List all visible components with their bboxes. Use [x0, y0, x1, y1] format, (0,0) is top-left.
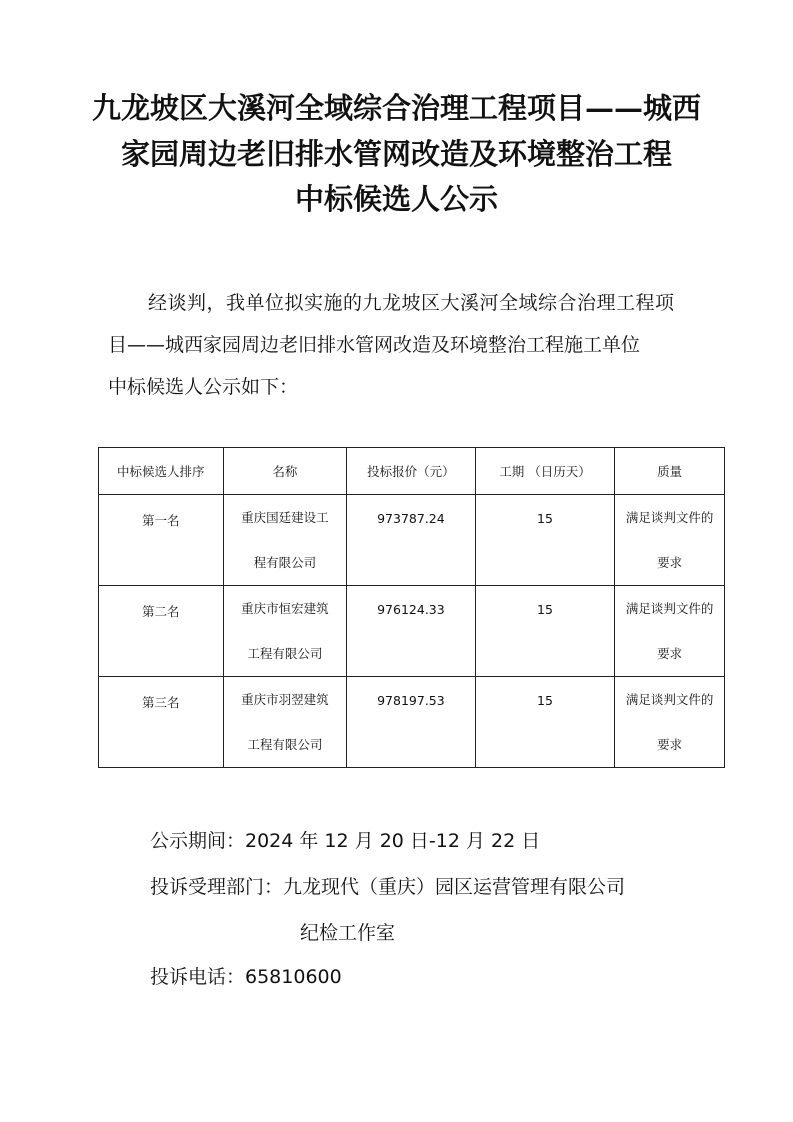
- publicity-period: 公示期间：2024 年 12 月 20 日-12 月 22 日: [150, 830, 541, 852]
- cell-price: 978197.53: [347, 677, 476, 768]
- cell-price: 976124.33: [347, 586, 476, 677]
- table-header-row: [99, 448, 725, 495]
- cell-name-line2: 工程有限公司: [247, 737, 323, 752]
- cell-name-line1: 重庆市恒宏建筑: [241, 601, 329, 616]
- cell-price: 973787.24: [347, 495, 476, 586]
- title-line-2: 家园周边老旧排水管网改造及环境整治工程: [120, 137, 672, 171]
- cell-name-line1: 重庆国廷建设工: [241, 510, 329, 525]
- cell-period: 15: [475, 495, 615, 586]
- cell-quality-line1: 满足谈判文件的: [625, 692, 714, 707]
- cell-name: [223, 586, 347, 677]
- cell-rank: 第一名: [99, 495, 224, 586]
- cell-quality: [615, 586, 725, 677]
- cell-rank: 第二名: [99, 586, 224, 677]
- header-period: 工期 （日历天）: [475, 448, 615, 495]
- cell-name-line2: 工程有限公司: [247, 646, 323, 661]
- cell-name: [223, 495, 347, 586]
- cell-name-line2: 程有限公司: [253, 555, 317, 570]
- cell-period: 15: [475, 586, 615, 677]
- header-rank: 中标候选人排序: [99, 448, 224, 495]
- intro-line-2: 目——城西家园周边老旧排水管网改造及环境整治工程施工单位: [108, 334, 641, 356]
- intro-paragraph: [108, 282, 708, 408]
- candidates-table: [98, 447, 725, 768]
- cell-quality-line2: 要求: [657, 646, 683, 661]
- table-row: [99, 495, 725, 586]
- cell-quality-line2: 要求: [657, 555, 683, 570]
- cell-quality: [615, 495, 725, 586]
- complaint-department-continued: 纪检工作室: [300, 922, 396, 944]
- intro-line-3: 中标候选人公示如下：: [108, 376, 299, 398]
- table-row: [99, 586, 725, 677]
- cell-name-line1: 重庆市羽翌建筑: [241, 692, 329, 707]
- table-row: [99, 677, 725, 768]
- header-name: 名称: [223, 448, 347, 495]
- header-quality: 质量: [615, 448, 725, 495]
- intro-line-1: 经谈判，我单位拟实施的九龙坡区大溪河全域综合治理工程项: [148, 292, 675, 314]
- cell-name: [223, 677, 347, 768]
- title-line-3: 中标候选人公示: [294, 182, 498, 216]
- cell-quality-line1: 满足谈判文件的: [625, 601, 714, 616]
- title-line-1: 九龙坡区大溪河全域综合治理工程项目——城西: [91, 91, 701, 125]
- complaint-phone: 投诉电话：65810600: [150, 966, 342, 988]
- cell-quality-line2: 要求: [657, 737, 683, 752]
- cell-quality-line1: 满足谈判文件的: [625, 510, 714, 525]
- cell-period: 15: [475, 677, 615, 768]
- cell-quality: [615, 677, 725, 768]
- header-price: 投标报价（元）: [347, 448, 476, 495]
- complaint-department: 投诉受理部门：九龙现代（重庆）园区运营管理有限公司: [150, 876, 626, 898]
- cell-rank: 第三名: [99, 677, 224, 768]
